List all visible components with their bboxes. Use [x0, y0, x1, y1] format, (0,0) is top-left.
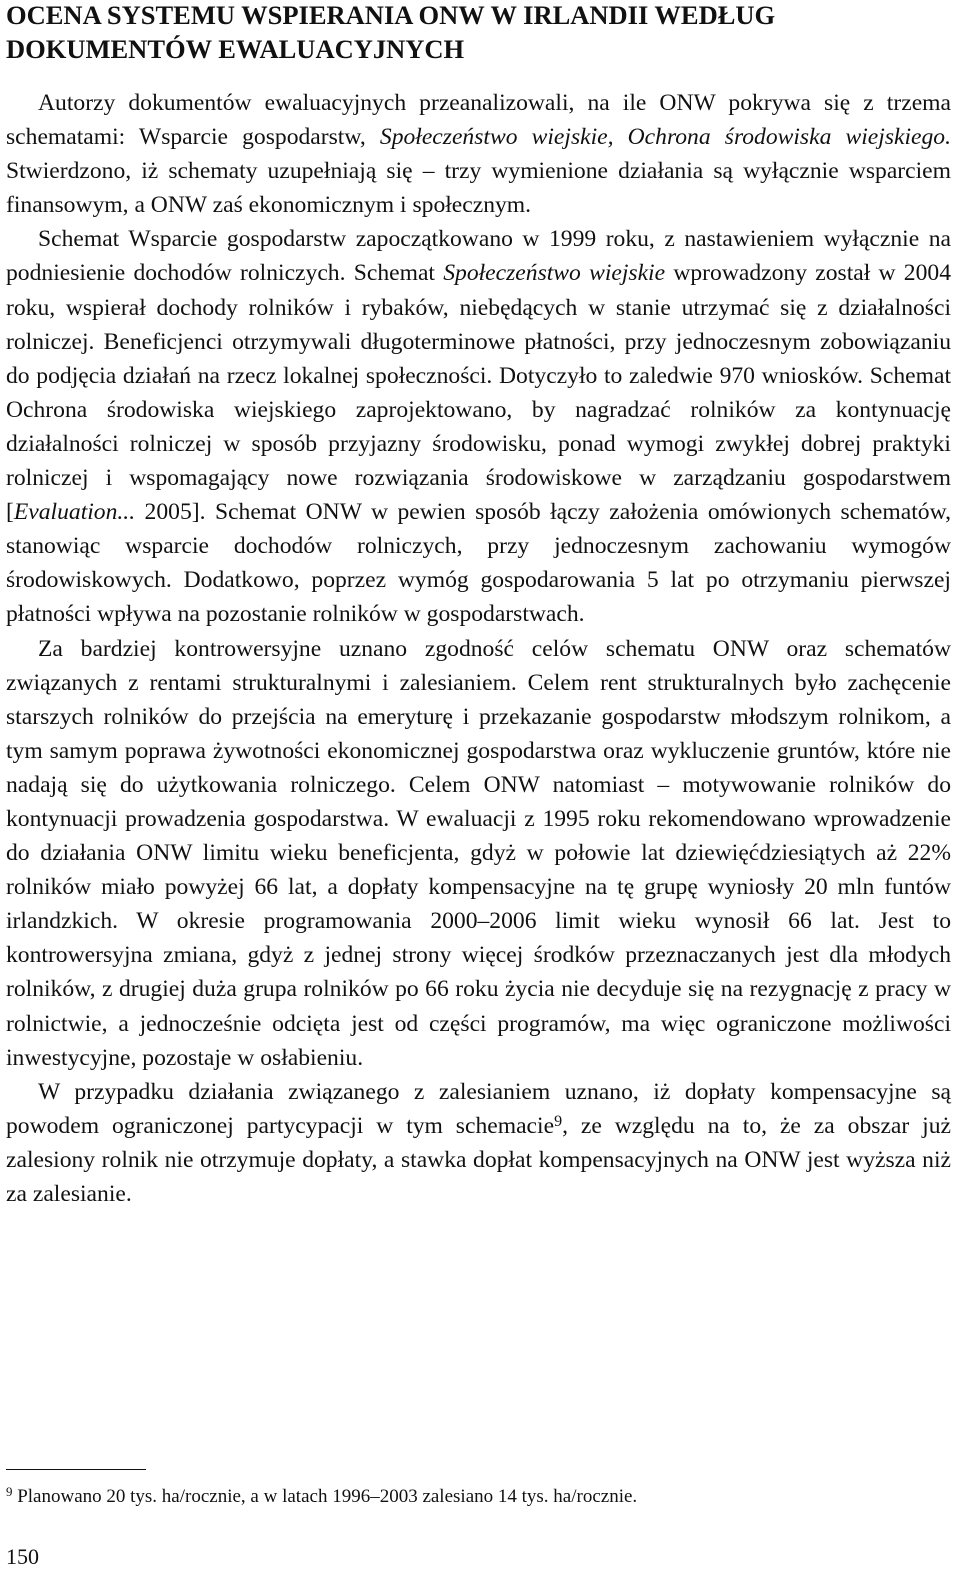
paragraph-2-text-a: Schemat Wsparcie gospodarstw zapoczątkowano w 1999 roku, z nastawieniem wyłącznie na podniesienie dochodów rolniczych. Schemat [6, 226, 951, 287]
footnote [6, 1485, 946, 1509]
paragraph-1-italic-a: Społeczeństwo wiejskie, Ochrona środowiska wiejskiego. [379, 124, 951, 151]
paragraph-1 [6, 86, 951, 222]
paragraph-4-text-a: W przypadku działania związanego z zalesianiem uznano, iż dopłaty kompensacyjne są powodem ograniczonej partycypacji w tym schemacie [6, 1078, 951, 1139]
section-heading [6, 0, 946, 66]
footnote-reference: 9 [554, 1112, 563, 1130]
paragraph-4-text-b: , ze względu na to, że za obszar już zalesiony rolnik nie otrzymuje dopłaty, a stawka dopłat kompensacyjnych na ONW jest wyższa niż za zalesianie. [6, 1112, 951, 1207]
heading-line-2: DOKUMENTÓW EWALUACYJNYCH [6, 34, 465, 64]
heading-line-1: OCENA SYSTEMU WSPIERANIA ONW W IRLANDII WEDŁUG [6, 0, 776, 30]
body-text [6, 86, 951, 1211]
paragraph-1-text-b: Stwierdzono, iż schematy uzupełniają się – trzy wymienione działania są wyłącznie wsparciem finansowym, a ONW zaś ekonomicznym i społecznym. [6, 158, 951, 219]
paragraph-2-italic-b: Evaluation... [13, 499, 136, 526]
footnote-text: Planowano 20 tys. ha/rocznie, a w latach 1996–2003 zalesiano 14 tys. ha/rocznie. [17, 1486, 638, 1507]
footnote-divider [6, 1469, 146, 1470]
paragraph-2-text-b: wprowadzony został w 2004 roku, wspierał dochody rolników i rybaków, niebędących w stanie utrzymać się z działalności rolniczej. Beneficjenci otrzymywali długoterminowe płatności, przy jednoczesnym zobowiązaniu do podjęcia działań na rzecz lokalnej społeczności. Dotyczyło to zaledwie 970 wniosków. Schemat Ochrona środowiska wiejskiego zaprojektowano, by nagradzać rolników za kontynuację działalności rolniczej w sposób przyjazny środowisku, ponad wymogi zwykłej dobrej praktyki rolniczej i wspomagający nowe rozwiązania środowiskowe w zarządzaniu gospodarstwem [ [6, 260, 951, 526]
paragraph-2-text-c: 2005]. Schemat ONW w pewien sposób łączy założenia omówionych schematów, stanowiąc wsparcie dochodów rolniczych, przy jednoczesnym zachowaniu wymogów środowiskowych. Dodatkowo, poprzez wymóg gospodarowania 5 lat po otrzymaniu pierwszej płatności wpływa na pozostanie rolników w gospodarstwach. [6, 499, 951, 628]
paragraph-1-text-a: Autorzy dokumentów ewaluacyjnych przeanalizowali, na ile ONW pokrywa się z trzema schematami: Wsparcie gospodarstw, [6, 90, 951, 151]
paragraph-2 [6, 222, 951, 631]
paragraph-4 [6, 1075, 951, 1211]
footnote-marker: 9 [6, 1484, 13, 1500]
paragraph-2-italic-a: Społeczeństwo wiejskie [443, 260, 666, 287]
paragraph-3: Za bardziej kontrowersyjne uznano zgodność celów schematu ONW oraz schematów związanych z rentami strukturalnymi i zalesianiem. Celem rent strukturalnych było zachęcenie starszych rolników do przejścia na emeryturę i przekazanie gospodarstw młodszym rolnikom, a tym samym poprawa żywotności ekonomicznej gospodarstwa oraz wykluczenie gruntów, które nie nadają się do użytkowania rolniczego. Celem ONW natomiast – motywowanie rolników do kontynuacji prowadzenia gospodarstwa. W ewaluacji z 1995 roku rekomendowano wprowadzenie do działania ONW limitu wieku beneficjenta, gdyż w połowie lat dziewięćdziesiątych aż 22% rolników miało powyżej 66 lat, a dopłaty kompensacyjne na tę grupę wyniosły 20 mln funtów irlandzkich. W okresie programowania 2000–2006 limit wieku wynosił 66 lat. Jest to kontrowersyjna zmiana, gdyż z jednej strony więcej środków przeznaczanych jest dla młodych rolników, z drugiej duża grupa rolników po 66 roku życia nie decyduje się na rezygnację z pracy w rolnictwie, a jednocześnie odcięta jest od części programów, ma więc ograniczone możliwości inwestycyjne, pozostaje w osłabieniu. [6, 635, 951, 1071]
page-number: 150 [6, 1544, 39, 1569]
